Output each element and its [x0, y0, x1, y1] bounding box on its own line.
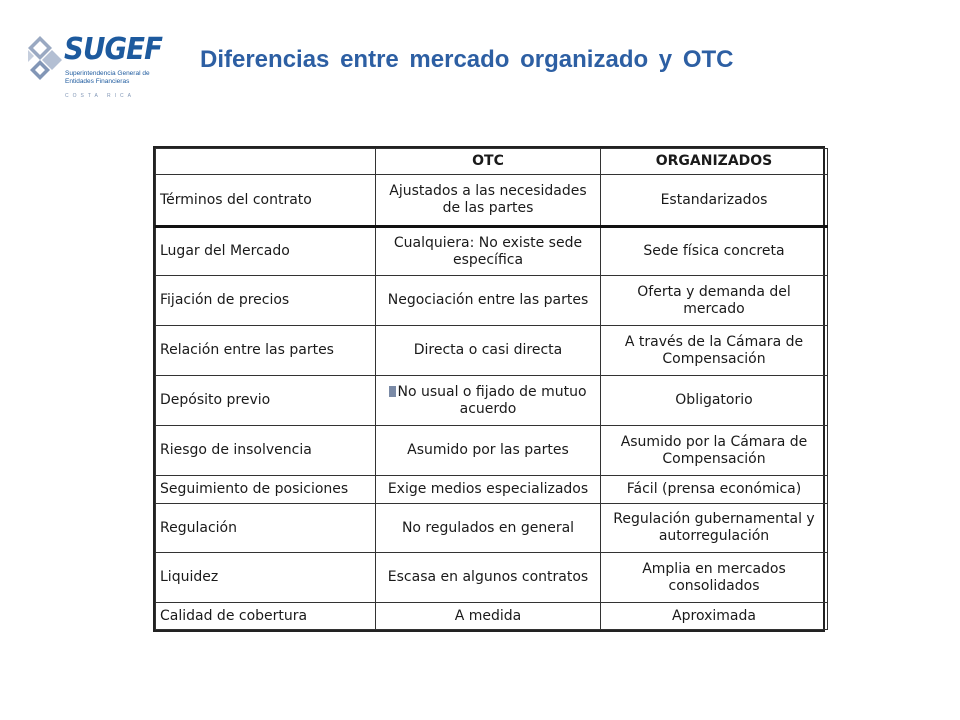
row-label: Liquidez	[156, 553, 376, 603]
row-label: Depósito previo	[156, 376, 376, 426]
row-label: Riesgo de insolvencia	[156, 426, 376, 476]
header-otc: OTC	[376, 149, 601, 175]
table-row	[156, 603, 828, 630]
organizados-cell: Aproximada	[601, 603, 828, 630]
row-label: Seguimiento de posiciones	[156, 476, 376, 504]
table-row	[156, 175, 828, 227]
table-row	[156, 227, 828, 276]
organizados-cell: A través de la Cámara de Compensación	[601, 326, 828, 376]
otc-cell: Directa o casi directa	[376, 326, 601, 376]
table-row	[156, 376, 828, 426]
row-label: Lugar del Mercado	[156, 227, 376, 276]
otc-cell-text: No usual o fijado de mutuo acuerdo	[397, 383, 587, 417]
table-row	[156, 276, 828, 326]
otc-cell: Ajustados a las necesidades de las partes	[376, 175, 601, 227]
row-label: Calidad de cobertura	[156, 603, 376, 630]
header-organizados: ORGANIZADOS	[601, 149, 828, 175]
organizados-cell: Asumido por la Cámara de Compensación	[601, 426, 828, 476]
comparison-table	[155, 148, 828, 630]
organizados-cell: Amplia en mercados consolidados	[601, 553, 828, 603]
otc-cell	[376, 376, 601, 426]
row-label: Términos del contrato	[156, 175, 376, 227]
otc-cell: No regulados en general	[376, 504, 601, 553]
otc-cell: A medida	[376, 603, 601, 630]
organizados-cell: Estandarizados	[601, 175, 828, 227]
table-row	[156, 426, 828, 476]
otc-cell: Cualquiera: No existe sede específica	[376, 227, 601, 276]
otc-cell: Negociación entre las partes	[376, 276, 601, 326]
header-corner-cell	[156, 149, 376, 175]
organizados-cell: Fácil (prensa económica)	[601, 476, 828, 504]
row-label: Fijación de precios	[156, 276, 376, 326]
row-label: Relación entre las partes	[156, 326, 376, 376]
otc-cell: Asumido por las partes	[376, 426, 601, 476]
table-row	[156, 476, 828, 504]
otc-cell: Exige medios especializados	[376, 476, 601, 504]
table-row	[156, 326, 828, 376]
logo-subtitle: Superintendencia General de Entidades Financieras	[65, 70, 150, 85]
row-label: Regulación	[156, 504, 376, 553]
slide-title: Diferencias entre mercado organizado y OTC	[200, 46, 734, 73]
organizados-cell: Oferta y demanda del mercado	[601, 276, 828, 326]
table-header-row	[156, 149, 828, 175]
table-row	[156, 504, 828, 553]
organizados-cell: Regulación gubernamental y autorregulación	[601, 504, 828, 553]
sugef-logo	[22, 30, 182, 104]
comparison-table-frame	[153, 146, 825, 632]
otc-cell: Escasa en algunos contratos	[376, 553, 601, 603]
organizados-cell: Sede física concreta	[601, 227, 828, 276]
organizados-cell: Obligatorio	[601, 376, 828, 426]
cursor-mark-icon	[389, 386, 396, 397]
logo-wordmark: SUGEF	[64, 32, 163, 67]
table-row	[156, 553, 828, 603]
logo-country: COSTA RICA	[65, 93, 135, 99]
